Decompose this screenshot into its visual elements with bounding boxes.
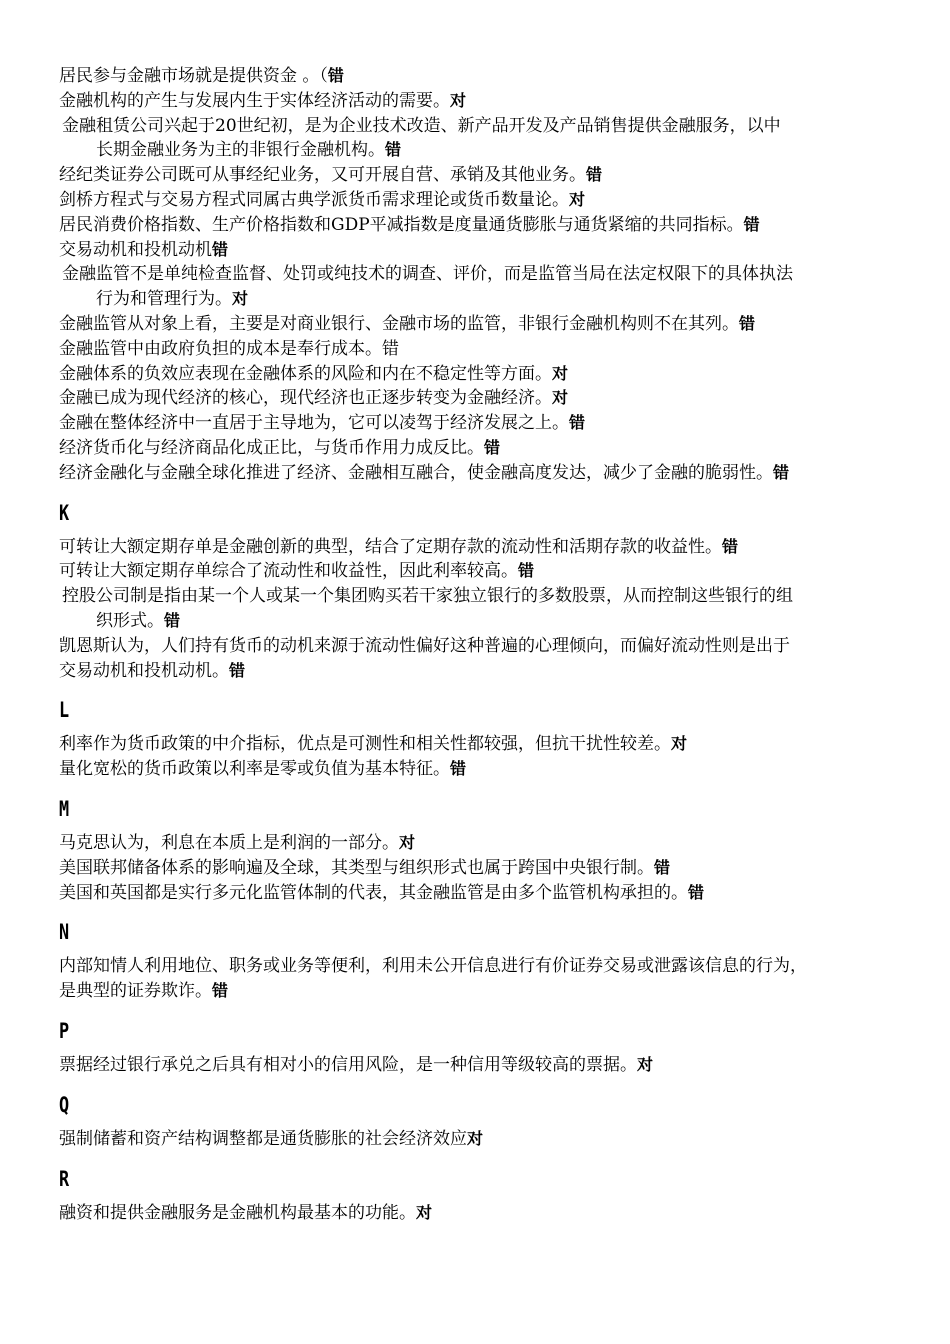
- answer-mark: 对: [399, 832, 416, 852]
- question-line-continued: 交易动机和投机动机。错: [59, 660, 246, 681]
- answer-mark: 对: [416, 1202, 433, 1222]
- answer-mark: 错: [212, 239, 229, 259]
- question-line: 融资和提供金融服务是金融机构最基本的功能。对: [59, 1202, 433, 1223]
- question-line: 金融在整体经济中一直居于主导地为，它可以凌驾于经济发展之上。错: [59, 413, 586, 434]
- question-line: 利率作为货币政策的中介指标，优点是可测性和相关性都较强，但抗干扰性较差。对: [59, 734, 688, 755]
- section-heading-q: Q: [59, 1092, 70, 1117]
- question-line: 美国联邦储备体系的影响遍及全球，其类型与组织形式也属于跨国中央银行制。错: [59, 857, 671, 878]
- answer-mark: 错: [569, 413, 586, 433]
- answer-mark: 对: [552, 363, 569, 383]
- question-line: 经济货币化与经济商品化成正比，与货币作用力成反比。错: [59, 437, 501, 458]
- question-line: 金融已成为现代经济的核心，现代经济也正逐步转变为金融经济。对: [59, 388, 569, 409]
- section-heading-n: N: [59, 920, 70, 945]
- question-list: [59, 732, 895, 782]
- document-page: [59, 64, 895, 1225]
- answer-mark: 对: [467, 1128, 484, 1148]
- question-line: 内部知情人利用地位、职务或业务等便利，利用未公开信息进行有价证券交易或泄露该信息的行为，: [59, 956, 807, 977]
- answer-mark: 错: [327, 66, 344, 85]
- answer-mark: 错: [164, 610, 181, 630]
- question-line: 金融监管中由政府负担的成本是奉行成本。错: [59, 338, 399, 359]
- question-line: 金融体系的负效应表现在金融体系的风险和内在不稳定性等方面。对: [59, 363, 569, 384]
- answer-mark: 错: [743, 214, 760, 234]
- answer-mark: 错: [586, 165, 603, 185]
- answer-mark: 错: [212, 981, 229, 1001]
- question-list: [59, 954, 895, 1004]
- answer-mark: 对: [637, 1054, 654, 1074]
- answer-mark: 错: [688, 882, 705, 902]
- question-line: 经济金融化与金融全球化推进了经济、金融相互融合，使金融高度发达，减少了金融的脆弱性。错: [59, 462, 790, 483]
- question-list: [59, 831, 895, 905]
- question-line: 可转让大额定期存单综合了流动性和收益性，因此利率较高。错: [59, 561, 535, 582]
- answer-mark: 错: [484, 437, 501, 457]
- question-line: 马克思认为，利息在本质上是利润的一部分。对: [59, 832, 416, 853]
- question-line: 金融监管从对象上看，主要是对商业银行、金融市场的监管，非银行金融机构则不在其列。错: [59, 313, 756, 334]
- answer-mark: 错: [773, 462, 790, 482]
- answer-mark: 错: [518, 561, 535, 581]
- answer-mark: 错: [229, 660, 246, 680]
- question-list: [59, 535, 895, 684]
- question-line: 金融租赁公司兴起于20世纪初，是为企业技术改造、新产品开发及产品销售提供金融服务，以中 长期金融业务为主的非银行金融机构。错: [62, 115, 781, 161]
- question-line: 强制储蓄和资产结构调整都是通货膨胀的社会经济效应对: [59, 1128, 484, 1149]
- section-heading-l: L: [59, 698, 70, 723]
- answer-mark: 错: [385, 140, 402, 160]
- question-line: 交易动机和投机动机错: [59, 239, 229, 260]
- answer-mark: 对: [671, 734, 688, 754]
- question-list: [59, 1201, 895, 1226]
- answer-mark: 对: [552, 388, 569, 408]
- question-line: 可转让大额定期存单是金融创新的典型，结合了定期存款的流动性和活期存款的收益性。错: [59, 536, 739, 557]
- question-line: 票据经过银行承兑之后具有相对小的信用风险，是一种信用等级较高的票据。对: [59, 1054, 654, 1075]
- question-list: [59, 64, 895, 486]
- question-line-continued: 是典型的证券欺诈。错: [59, 981, 229, 1002]
- section-heading-p: P: [59, 1018, 70, 1043]
- question-line: 经纪类证券公司既可从事经纪业务，又可开展自营、承销及其他业务。错: [59, 165, 603, 186]
- answer-mark: 错: [722, 536, 739, 556]
- question-line: 控股公司制是指由某一个人或某一个集团购买若干家独立银行的多数股票，从而控制这些银行的组 织形式。错: [62, 586, 793, 631]
- answer-mark: 对: [569, 189, 586, 209]
- question-line: 剑桥方程式与交易方程式同属古典学派货币需求理论或货币数量论。对: [59, 189, 586, 210]
- question-list: [59, 1127, 895, 1152]
- question-line: 金融监管不是单纯检查监督、处罚或纯技术的调查、评价，而是监管当局在法定权限下的具体执法 行为和管理行为。对: [62, 264, 793, 310]
- section-heading-r: R: [59, 1166, 70, 1191]
- question-line: 量化宽松的货币政策以利率是零或负值为基本特征。错: [59, 759, 467, 780]
- section-heading-m: M: [59, 796, 70, 821]
- answer-mark: 错: [739, 313, 756, 333]
- answer-mark: 对: [232, 289, 249, 309]
- question-line: 居民消费价格指数、生产价格指数和GDP平减指数是度量通货膨胀与通货紧缩的共同指标。错: [59, 214, 760, 235]
- question-line: 金融机构的产生与发展内生于实体经济活动的需要。对: [59, 90, 467, 111]
- section-heading-k: K: [59, 500, 70, 525]
- question-list: [59, 1053, 895, 1078]
- answer-mark: 错: [654, 857, 671, 877]
- question-line: 凯恩斯认为，人们持有货币的动机来源于流动性偏好这种普遍的心理倾向，而偏好流动性则是出于: [59, 635, 790, 656]
- question-line: 美国和英国都是实行多元化监管体制的代表，其金融监管是由多个监管机构承担的。错: [59, 882, 705, 903]
- question-line: 居民参与金融市场就是提供资金 。（错: [59, 66, 344, 86]
- answer-mark: 对: [450, 90, 467, 110]
- answer-mark: 错: [450, 759, 467, 779]
